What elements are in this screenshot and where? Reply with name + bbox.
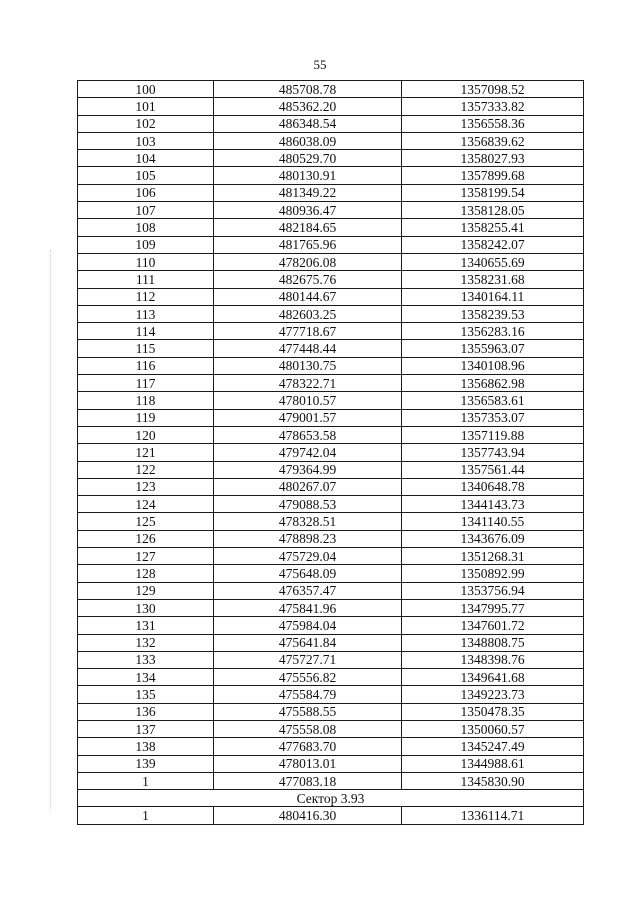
point-number-cell: 1	[78, 772, 214, 789]
coordinates-table-body	[78, 81, 584, 825]
x-coordinate-cell: 475841.96	[214, 599, 402, 616]
table-row	[78, 288, 584, 305]
coordinates-table	[77, 80, 584, 825]
x-coordinate-cell: 475984.04	[214, 617, 402, 634]
x-coordinate-cell: 481765.96	[214, 236, 402, 253]
point-number-cell: 131	[78, 617, 214, 634]
sector-label: Сектор 3.93	[78, 790, 584, 807]
y-coordinate-cell: 1344143.73	[402, 496, 584, 513]
point-number-cell: 130	[78, 599, 214, 616]
x-coordinate-cell: 475727.71	[214, 651, 402, 668]
y-coordinate-cell: 1336114.71	[402, 807, 584, 824]
y-coordinate-cell: 1350060.57	[402, 720, 584, 737]
point-number-cell: 114	[78, 323, 214, 340]
table-row	[78, 98, 584, 115]
x-coordinate-cell: 475729.04	[214, 548, 402, 565]
point-number-cell: 122	[78, 461, 214, 478]
x-coordinate-cell: 475584.79	[214, 686, 402, 703]
table-row	[78, 323, 584, 340]
y-coordinate-cell: 1351268.31	[402, 548, 584, 565]
table-row	[78, 461, 584, 478]
y-coordinate-cell: 1347995.77	[402, 599, 584, 616]
x-coordinate-cell: 477083.18	[214, 772, 402, 789]
y-coordinate-cell: 1349641.68	[402, 669, 584, 686]
x-coordinate-cell: 477718.67	[214, 323, 402, 340]
point-number-cell: 133	[78, 651, 214, 668]
point-number-cell: 125	[78, 513, 214, 530]
y-coordinate-cell: 1347601.72	[402, 617, 584, 634]
sector-header-row	[78, 790, 584, 807]
point-number-cell: 111	[78, 271, 214, 288]
y-coordinate-cell: 1357561.44	[402, 461, 584, 478]
point-number-cell: 117	[78, 375, 214, 392]
x-coordinate-cell: 478322.71	[214, 375, 402, 392]
table-row	[78, 444, 584, 461]
point-number-cell: 121	[78, 444, 214, 461]
x-coordinate-cell: 479088.53	[214, 496, 402, 513]
y-coordinate-cell: 1356558.36	[402, 115, 584, 132]
table-row	[78, 184, 584, 201]
point-number-cell: 113	[78, 305, 214, 322]
table-row	[78, 686, 584, 703]
table-row	[78, 669, 584, 686]
x-coordinate-cell: 480529.70	[214, 150, 402, 167]
table-row	[78, 651, 584, 668]
x-coordinate-cell: 478898.23	[214, 530, 402, 547]
y-coordinate-cell: 1350478.35	[402, 703, 584, 720]
x-coordinate-cell: 478010.57	[214, 392, 402, 409]
x-coordinate-cell: 482675.76	[214, 271, 402, 288]
point-number-cell: 123	[78, 478, 214, 495]
y-coordinate-cell: 1345247.49	[402, 738, 584, 755]
x-coordinate-cell: 475556.82	[214, 669, 402, 686]
point-number-cell: 124	[78, 496, 214, 513]
x-coordinate-cell: 475648.09	[214, 565, 402, 582]
table-row	[78, 253, 584, 270]
table-row	[78, 150, 584, 167]
table-row	[78, 409, 584, 426]
point-number-cell: 115	[78, 340, 214, 357]
y-coordinate-cell: 1358255.41	[402, 219, 584, 236]
y-coordinate-cell: 1348398.76	[402, 651, 584, 668]
table-row	[78, 478, 584, 495]
table-row	[78, 599, 584, 616]
point-number-cell: 106	[78, 184, 214, 201]
point-number-cell: 127	[78, 548, 214, 565]
point-number-cell: 110	[78, 253, 214, 270]
point-number-cell: 107	[78, 202, 214, 219]
point-number-cell: 137	[78, 720, 214, 737]
x-coordinate-cell: 485708.78	[214, 81, 402, 98]
y-coordinate-cell: 1344988.61	[402, 755, 584, 772]
table-row	[78, 565, 584, 582]
scan-artifact-line	[50, 250, 52, 810]
x-coordinate-cell: 479364.99	[214, 461, 402, 478]
table-row	[78, 167, 584, 184]
point-number-cell: 104	[78, 150, 214, 167]
point-number-cell: 128	[78, 565, 214, 582]
table-row	[78, 357, 584, 374]
point-number-cell: 109	[78, 236, 214, 253]
y-coordinate-cell: 1358027.93	[402, 150, 584, 167]
table-row	[78, 548, 584, 565]
y-coordinate-cell: 1356862.98	[402, 375, 584, 392]
point-number-cell: 101	[78, 98, 214, 115]
point-number-cell: 136	[78, 703, 214, 720]
table-row	[78, 738, 584, 755]
y-coordinate-cell: 1356283.16	[402, 323, 584, 340]
point-number-cell: 120	[78, 426, 214, 443]
y-coordinate-cell: 1358239.53	[402, 305, 584, 322]
y-coordinate-cell: 1340655.69	[402, 253, 584, 270]
y-coordinate-cell: 1357333.82	[402, 98, 584, 115]
y-coordinate-cell: 1356583.61	[402, 392, 584, 409]
y-coordinate-cell: 1340108.96	[402, 357, 584, 374]
x-coordinate-cell: 476357.47	[214, 582, 402, 599]
x-coordinate-cell: 486038.09	[214, 132, 402, 149]
y-coordinate-cell: 1356839.62	[402, 132, 584, 149]
x-coordinate-cell: 479742.04	[214, 444, 402, 461]
y-coordinate-cell: 1355963.07	[402, 340, 584, 357]
table-row	[78, 807, 584, 824]
y-coordinate-cell: 1341140.55	[402, 513, 584, 530]
table-row	[78, 271, 584, 288]
y-coordinate-cell: 1357098.52	[402, 81, 584, 98]
y-coordinate-cell: 1357899.68	[402, 167, 584, 184]
x-coordinate-cell: 482603.25	[214, 305, 402, 322]
table-row	[78, 513, 584, 530]
table-row	[78, 720, 584, 737]
x-coordinate-cell: 486348.54	[214, 115, 402, 132]
table-row	[78, 340, 584, 357]
x-coordinate-cell: 475558.08	[214, 720, 402, 737]
table-row	[78, 755, 584, 772]
y-coordinate-cell: 1340648.78	[402, 478, 584, 495]
x-coordinate-cell: 479001.57	[214, 409, 402, 426]
y-coordinate-cell: 1357743.94	[402, 444, 584, 461]
y-coordinate-cell: 1358128.05	[402, 202, 584, 219]
x-coordinate-cell: 477448.44	[214, 340, 402, 357]
point-number-cell: 132	[78, 634, 214, 651]
point-number-cell: 126	[78, 530, 214, 547]
point-number-cell: 118	[78, 392, 214, 409]
x-coordinate-cell: 475641.84	[214, 634, 402, 651]
table-row	[78, 132, 584, 149]
point-number-cell: 119	[78, 409, 214, 426]
table-row	[78, 426, 584, 443]
point-number-cell: 105	[78, 167, 214, 184]
table-row	[78, 305, 584, 322]
point-number-cell: 139	[78, 755, 214, 772]
x-coordinate-cell: 475588.55	[214, 703, 402, 720]
point-number-cell: 135	[78, 686, 214, 703]
point-number-cell: 116	[78, 357, 214, 374]
table-row	[78, 703, 584, 720]
point-number-cell: 100	[78, 81, 214, 98]
x-coordinate-cell: 482184.65	[214, 219, 402, 236]
table-row	[78, 772, 584, 789]
table-row	[78, 81, 584, 98]
x-coordinate-cell: 480130.75	[214, 357, 402, 374]
x-coordinate-cell: 477683.70	[214, 738, 402, 755]
table-row	[78, 115, 584, 132]
point-number-cell: 129	[78, 582, 214, 599]
y-coordinate-cell: 1353756.94	[402, 582, 584, 599]
point-number-cell: 138	[78, 738, 214, 755]
table-row	[78, 236, 584, 253]
y-coordinate-cell: 1348808.75	[402, 634, 584, 651]
point-number-cell: 112	[78, 288, 214, 305]
y-coordinate-cell: 1345830.90	[402, 772, 584, 789]
x-coordinate-cell: 478013.01	[214, 755, 402, 772]
table-row	[78, 392, 584, 409]
x-coordinate-cell: 478206.08	[214, 253, 402, 270]
x-coordinate-cell: 480416.30	[214, 807, 402, 824]
y-coordinate-cell: 1350892.99	[402, 565, 584, 582]
x-coordinate-cell: 485362.20	[214, 98, 402, 115]
table-row	[78, 530, 584, 547]
x-coordinate-cell: 480267.07	[214, 478, 402, 495]
point-number-cell: 103	[78, 132, 214, 149]
point-number-cell: 108	[78, 219, 214, 236]
x-coordinate-cell: 480936.47	[214, 202, 402, 219]
table-row	[78, 617, 584, 634]
x-coordinate-cell: 480130.91	[214, 167, 402, 184]
x-coordinate-cell: 478328.51	[214, 513, 402, 530]
table-row	[78, 202, 584, 219]
y-coordinate-cell: 1343676.09	[402, 530, 584, 547]
x-coordinate-cell: 481349.22	[214, 184, 402, 201]
table-row	[78, 634, 584, 651]
point-number-cell: 134	[78, 669, 214, 686]
x-coordinate-cell: 480144.67	[214, 288, 402, 305]
table-row	[78, 219, 584, 236]
table-row	[78, 582, 584, 599]
y-coordinate-cell: 1340164.11	[402, 288, 584, 305]
table-row	[78, 496, 584, 513]
y-coordinate-cell: 1358231.68	[402, 271, 584, 288]
point-number-cell: 102	[78, 115, 214, 132]
point-number-cell: 1	[78, 807, 214, 824]
y-coordinate-cell: 1349223.73	[402, 686, 584, 703]
y-coordinate-cell: 1358199.54	[402, 184, 584, 201]
y-coordinate-cell: 1357353.07	[402, 409, 584, 426]
y-coordinate-cell: 1357119.88	[402, 426, 584, 443]
table-row	[78, 375, 584, 392]
x-coordinate-cell: 478653.58	[214, 426, 402, 443]
y-coordinate-cell: 1358242.07	[402, 236, 584, 253]
page-number: 55	[313, 57, 327, 72]
